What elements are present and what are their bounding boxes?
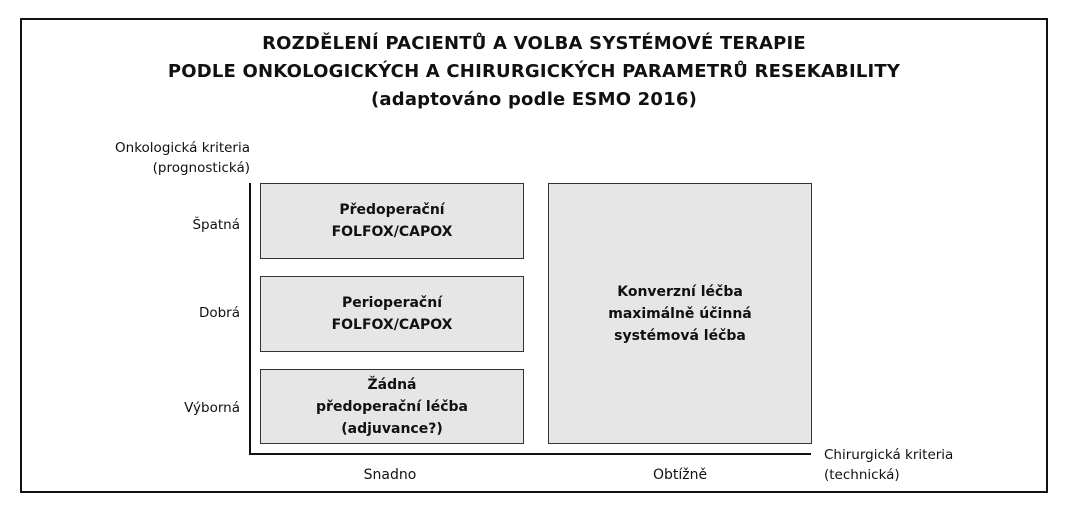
y-level-excellent: Výborná <box>184 400 240 416</box>
y-level-poor: Špatná <box>192 217 240 233</box>
box-difficult <box>548 183 812 444</box>
y-level-good: Dobrá <box>198 305 240 321</box>
y-axis-title-line-2: (prognostická) <box>152 160 250 176</box>
title-line-2: PODLE ONKOLOGICKÝCH A CHIRURGICKÝCH PARAMETRŮ RESEKABILITY <box>167 61 901 82</box>
box-good-easy-line-2: FOLFOX/CAPOX <box>331 317 453 333</box>
box-difficult-line-1: Konverzní léčba <box>617 283 743 300</box>
x-axis-title-line-1: Chirurgická kriteria <box>824 447 954 463</box>
x-level-difficult: Obtížně <box>652 467 708 483</box>
y-axis-title-line-1: Onkologická kriteria <box>115 140 250 156</box>
title-line-3: (adaptováno podle ESMO 2016) <box>370 89 698 110</box>
y-axis-line <box>249 183 251 455</box>
x-axis-title-line-2: (technická) <box>824 467 900 483</box>
box-difficult-line-2: maximálně účinná <box>608 305 752 322</box>
box-difficult-line-3: systémová léčba <box>614 327 746 344</box>
box-poor-easy-line-1: Předoperační <box>339 202 445 218</box>
box-excellent-easy <box>260 369 524 444</box>
box-excellent-easy-line-3: (adjuvance?) <box>341 420 443 437</box>
x-level-easy: Snadno <box>363 467 417 483</box>
box-good-easy-line-1: Perioperační <box>341 295 442 311</box>
box-poor-easy-line-2: FOLFOX/CAPOX <box>331 224 453 240</box>
box-poor-easy <box>260 183 524 259</box>
box-excellent-easy-line-1: Žádná <box>367 376 417 393</box>
title-line-1: ROZDĚLENÍ PACIENTŮ A VOLBA SYSTÉMOVÉ TERAPIE <box>262 33 806 54</box>
box-good-easy <box>260 276 524 352</box>
box-excellent-easy-line-2: předoperační léčba <box>316 398 468 415</box>
x-axis-line <box>249 453 811 455</box>
